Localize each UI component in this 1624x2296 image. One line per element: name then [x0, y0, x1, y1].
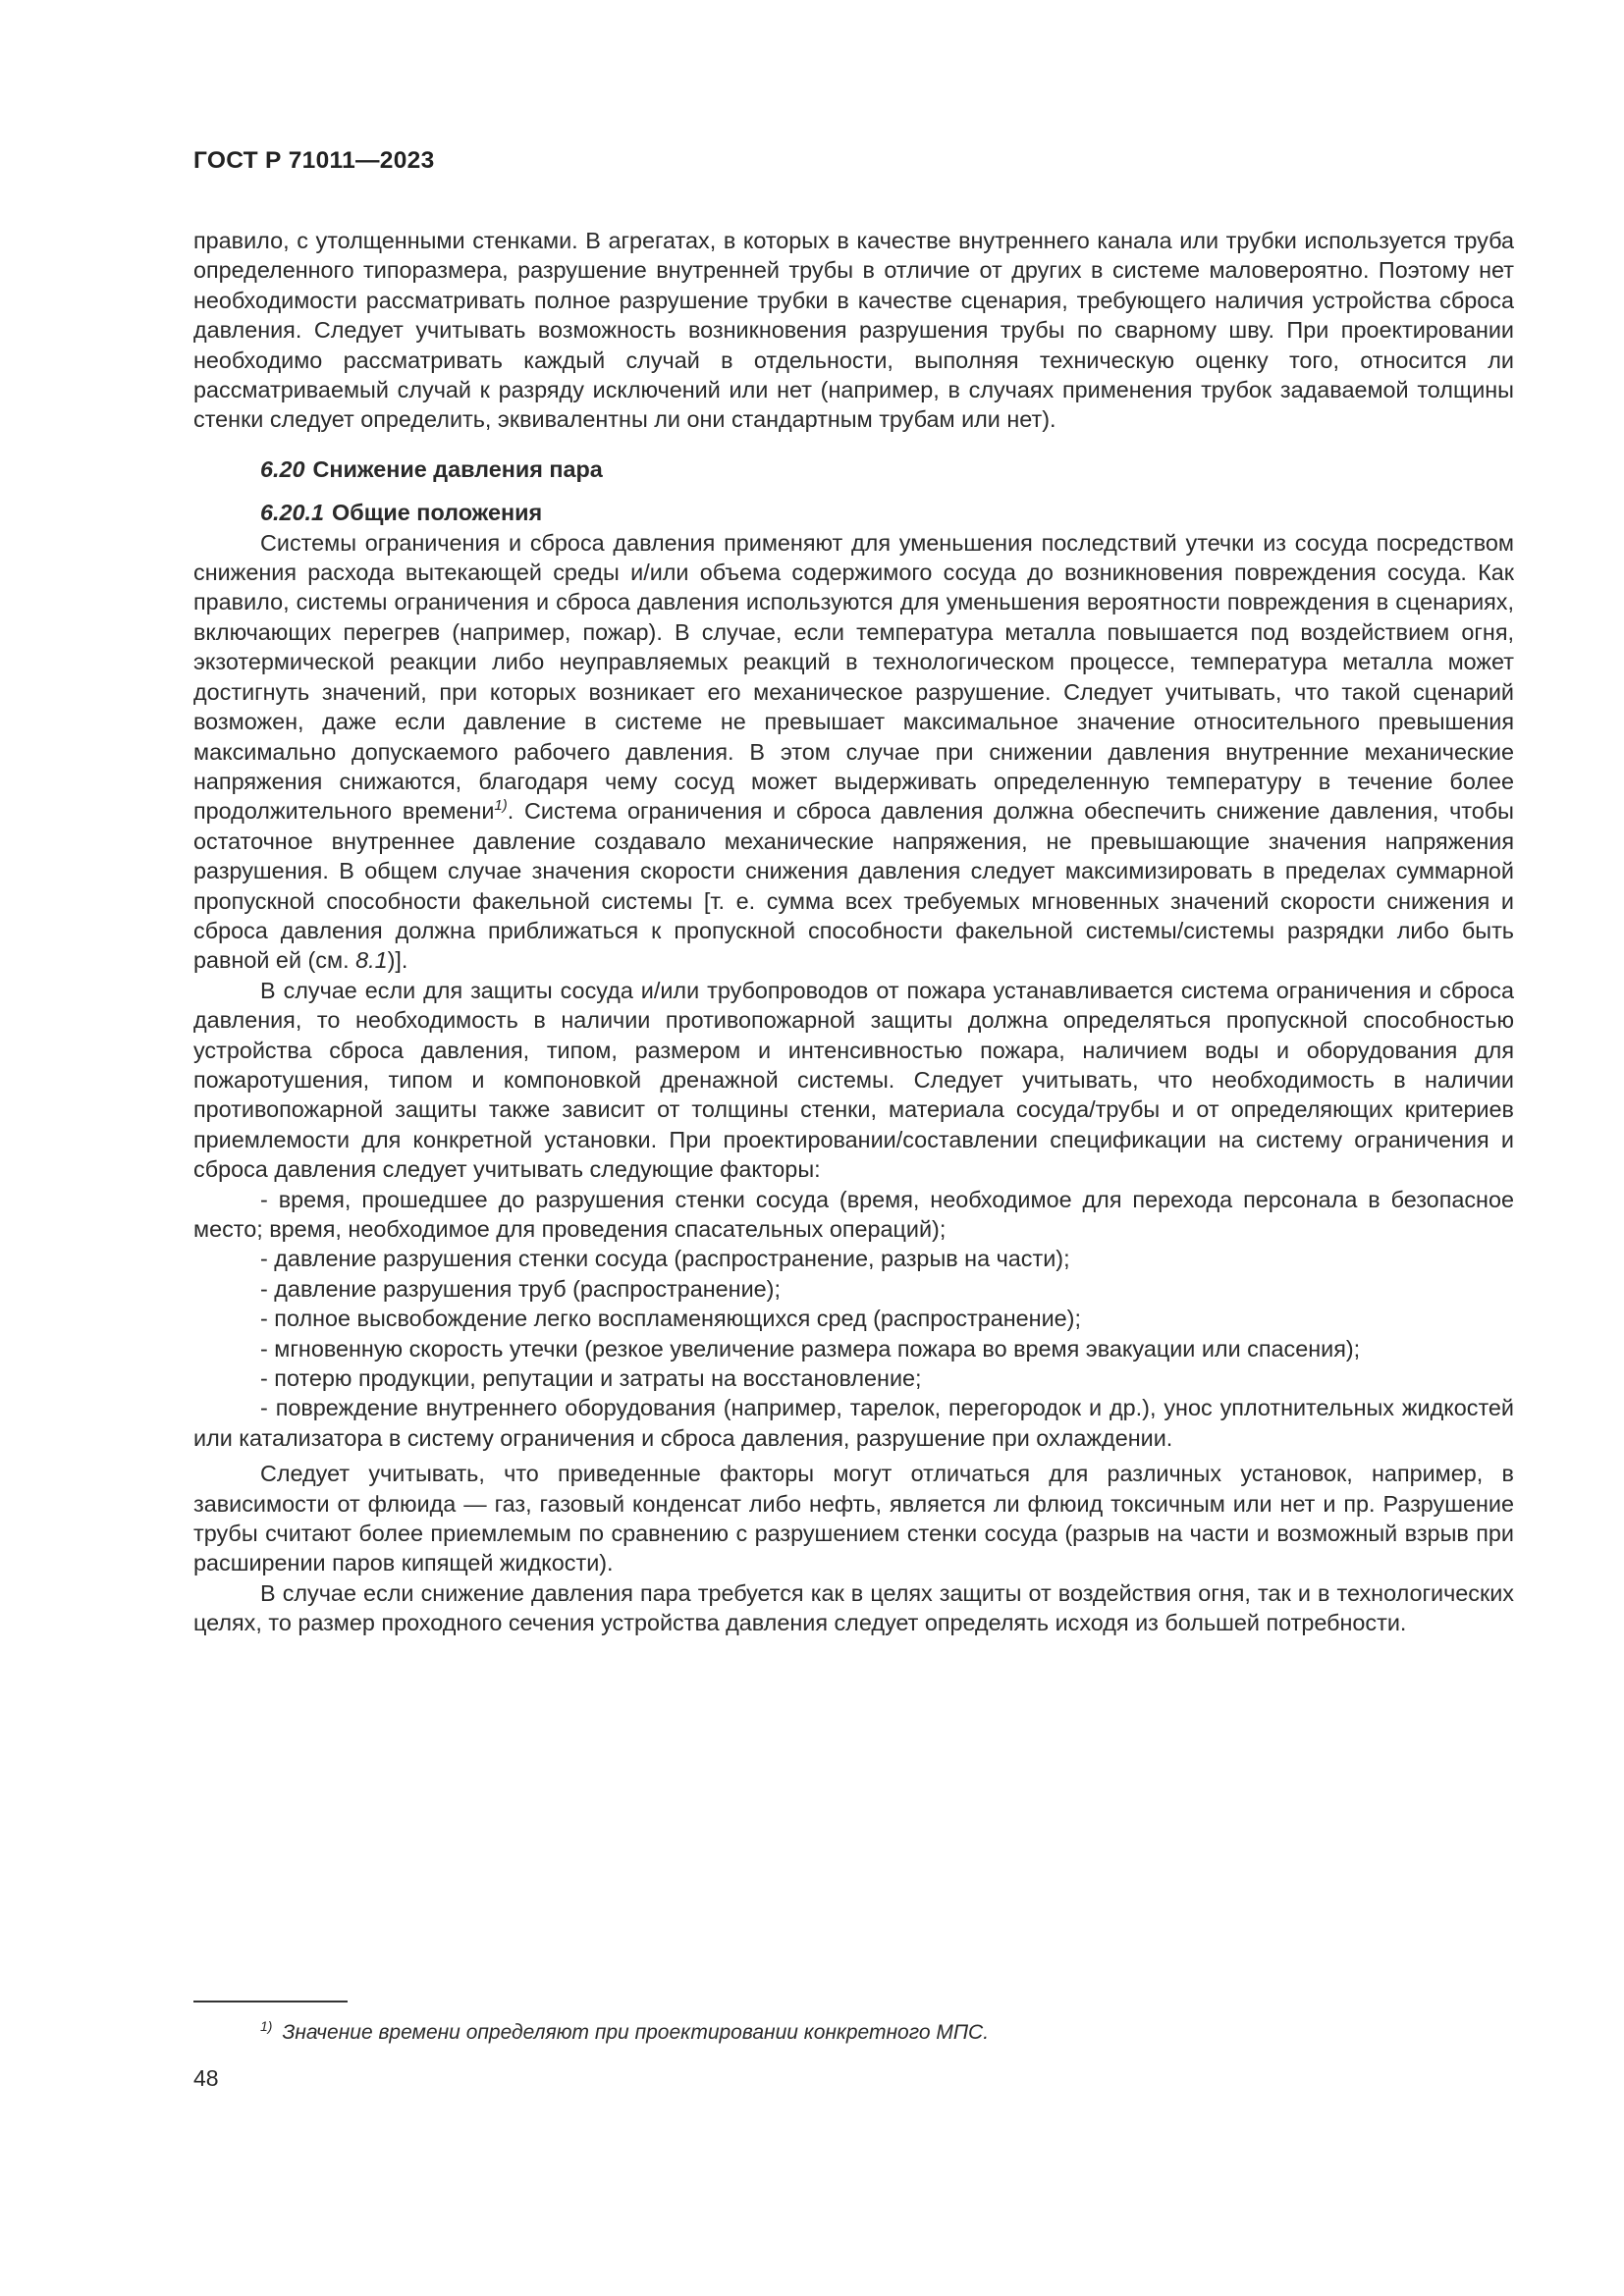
- footnote-divider: [193, 2001, 348, 2002]
- section-heading-6-20: [193, 454, 1514, 484]
- paragraph-fire-protection: В случае если для защиты сосуда и/или трубопроводов от пожара устанавливается система ограничения и сброса давления, то необходимость в наличии противопожарной защиты должна определяться пропускной способностью устройства сброса давления, типом, размером и интенсивностью пожара, наличием воды и оборудования для пожаротушения, типом и компоновкой дренажной системы. Следует учитывать, что необходимость в наличии противопожарной защиты также зависит от толщины стенки, материала сосуда/трубы и от определяющих критериев приемлемости для конкретной установки. При проектировании/составлении спецификации на систему ограничения и сброса давления следует учитывать следующие факторы:: [193, 977, 1514, 1183]
- list-item: - мгновенную скорость утечки (резкое увеличение размера пожара во время эвакуации или спасения);: [260, 1335, 1361, 1362]
- footnote: [260, 2018, 989, 2045]
- section-number: 6.20: [260, 455, 305, 482]
- list-item: - повреждение внутреннего оборудования (например, тарелок, перегородок и др.), унос уплотнительных жидкостей или катализатора в систему ограничения и сброса давления, разрушение при охлаждении.: [193, 1395, 1514, 1451]
- list-item: - потерю продукции, репутации и затраты на восстановление;: [260, 1365, 922, 1392]
- subsection-number: 6.20.1: [260, 500, 325, 526]
- page-number: 48: [193, 2065, 219, 2091]
- standard-header: ГОСТ Р 71011—2023: [193, 147, 435, 174]
- subsection-heading-6-20-1: [193, 498, 1514, 527]
- subsection-title: Общие положения: [332, 500, 543, 526]
- footnote-text: Значение времени определяют при проектировании конкретного МПС.: [282, 2021, 990, 2044]
- body-text: [193, 226, 1514, 1638]
- footnote-mark: 1): [260, 2018, 273, 2034]
- paragraph-continuation: правило, с утолщенными стенками. В агрегатах, в которых в качестве внутреннего канала или трубки используется труба определенного типоразмера, разрушение внутренней трубы в отличие от других в системе маловероятно. Поэтому нет необходимости рассматривать полное разрушение трубки в качестве сценария, требующего наличия устройства сброса давления. Следует учитывать возможность возникновения разрушения трубы по сварному шву. При проектировании необходимо рассматривать каждый случай в отдельности, выполняя техническую оценку того, относится ли рассматриваемый случай к разряду исключений или нет (например, в случаях применения трубок задаваемой толщины стенки следует определить, эквивалентны ли они стандартным трубам или нет).: [193, 228, 1514, 433]
- paragraph-factors-note: Следует учитывать, что приведенные факторы могут отличаться для различных установок, например, в зависимости от флюида — газ, газовый конденсат либо нефть, является ли флюид токсичным или нет и пр. Разрушение трубы считают более приемлемым по сравнению с разрушением стенки сосуда (разрыв на части и возможный взрыв при расширении паров кипящей жидкости).: [193, 1461, 1514, 1576]
- list-item: - полное высвобождение легко воспламеняющихся сред (распространение);: [260, 1306, 1081, 1332]
- paragraph-sizing: В случае если снижение давления пара требуется как в целях защиты от воздействия огня, так и в технологических целях, то размер проходного сечения устройства давления следует определять исходя из большей потребности.: [193, 1579, 1514, 1636]
- list-item: - давление разрушения стенки сосуда (распространение, разрыв на части);: [260, 1246, 1070, 1272]
- section-title: Снижение давления пара: [312, 455, 603, 482]
- list-item: - время, прошедшее до разрушения стенки сосуда (время, необходимое для перехода персонала в безопасное место; время, необходимое для проведения спасательных операций);: [193, 1186, 1514, 1242]
- paragraph-pressure-systems: Системы ограничения и сброса давления применяют для уменьшения последствий утечки из сосуда посредством снижения расхода вытекающей среды и/или объема содержимого сосуда до возникновения повреждения сосуда. Как правило, системы ограничения и сброса давления используются для уменьшения вероятности повреждения в сценариях, включающих перегрев (например, пожар). В случае, если температура металла повышается под воздействием огня, экзотермической реакции либо неуправляемых реакций в технологическом процессе, температура металла может достигнуть значений, при которых возникает его механическое разрушение. Следует учитывать, что такой сценарий возможен, даже если давление в системе не превышает максимальное значение относительного превышения максимально допускаемого рабочего давления. В этом случае при снижении давления внутренние механические напряжения снижаются, благодаря чему сосуд может выдерживать определенную температуру в течение более продолжительного времени$^{1)}$. Система ограничения и сброса давления должна обеспечить снижение давления, чтобы остаточное внутреннее давление создавало механические напряжения, не превышающие значения напряжения разрушения. В общем случае значения скорости снижения давления следует максимизировать в пределах суммарной пропускной способности факельной системы [т. е. сумма всех требуемых мгновенных значений скорости снижения и сброса давления должна приближаться к пропускной способности факельной системы/системы разрядки либо быть равной ей (см. 8.1)].: [193, 529, 1514, 974]
- list-item: - давление разрушения труб (распространение);: [260, 1275, 781, 1302]
- footnote-reference: 1): [494, 797, 508, 815]
- section-reference: 8.1: [355, 947, 388, 974]
